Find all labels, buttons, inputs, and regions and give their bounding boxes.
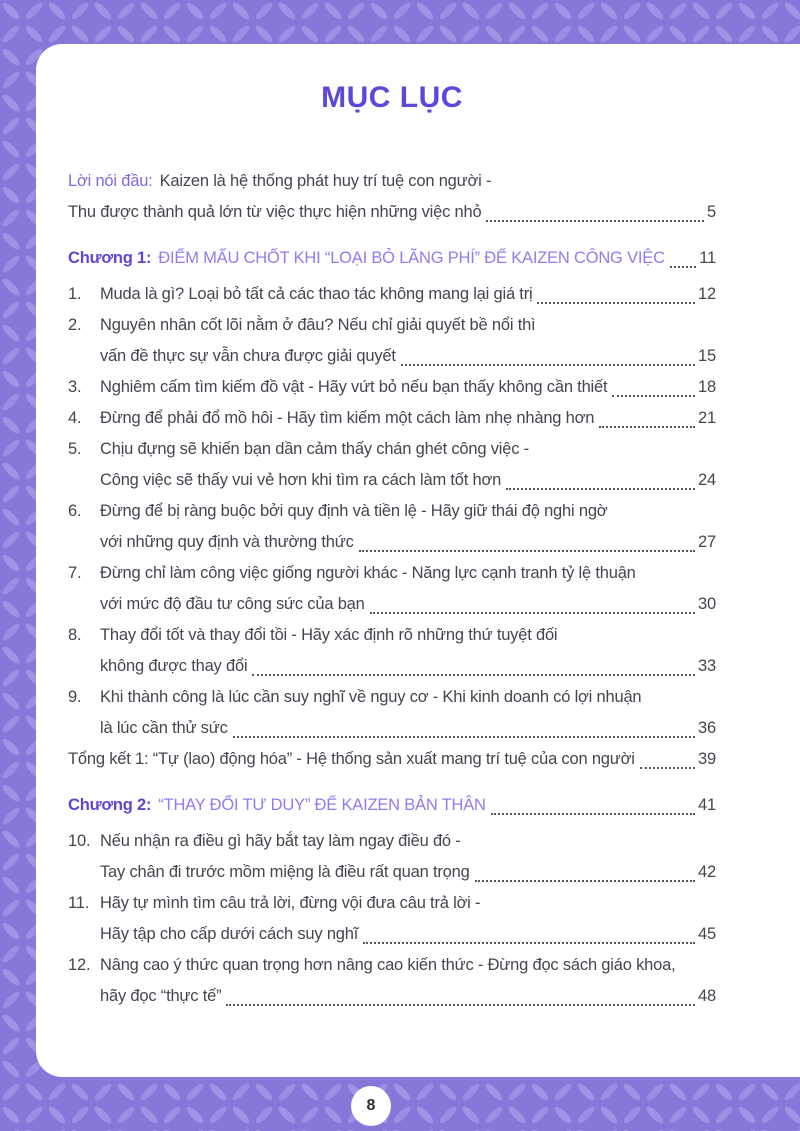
- entry-text: Hãy tập cho cấp dưới cách suy nghĩ: [100, 925, 359, 943]
- entry-text: Khi thành công là lúc cần suy nghĩ về nguy cơ - Khi kinh doanh có lợi nhuận: [100, 688, 642, 706]
- toc-entry-line: [68, 243, 716, 274]
- entry-page-number: 39: [698, 750, 716, 768]
- entry-text: với mức độ đầu tư công sức của bạn: [100, 595, 365, 613]
- entry-page-number: 45: [698, 925, 716, 943]
- toc-entry-line: [68, 558, 716, 589]
- entry-label: Lời nói đầu:: [68, 172, 153, 190]
- entry-number: 1.: [68, 285, 82, 303]
- entry-page-number: 30: [698, 595, 716, 613]
- entry-number: 12.: [68, 956, 91, 974]
- toc-entry-line: [68, 341, 716, 372]
- entry-number: 5.: [68, 440, 82, 458]
- toc-entry-line: [68, 496, 716, 527]
- entry-text: Đừng chỉ làm công việc giống người khác - Năng lực cạnh tranh tỷ lệ thuận: [100, 564, 636, 582]
- entry-text: vấn đề thực sự vẫn chưa được giải quyết: [100, 347, 396, 365]
- entry-page-number: 41: [698, 796, 716, 814]
- entry-text: Thay đổi tốt và thay đổi tồi - Hãy xác định rõ những thứ tuyệt đối: [100, 626, 558, 644]
- entry-text: là lúc cần thử sức: [100, 719, 228, 737]
- toc-entry-line: [68, 888, 716, 919]
- dot-leader: [491, 790, 695, 815]
- entry-text: với những quy định và thường thức: [100, 533, 354, 551]
- entry-text: Nghiêm cấm tìm kiếm đồ vật - Hãy vứt bỏ nếu bạn thấy không cần thiết: [100, 378, 608, 396]
- dot-leader: [401, 341, 695, 366]
- entry-text: Tay chân đi trước mồm miệng là điều rất quan trọng: [100, 863, 470, 881]
- entry-page-number: 18: [698, 378, 716, 396]
- dot-leader: [252, 651, 695, 676]
- toc-list: [68, 166, 716, 1012]
- entry-number: 9.: [68, 688, 82, 706]
- dot-leader: [506, 465, 695, 490]
- dot-leader: [670, 243, 696, 268]
- dot-leader: [475, 857, 695, 882]
- page-number-label: 8: [366, 1097, 376, 1114]
- entry-page-number: 15: [698, 347, 716, 365]
- toc-entry-line: [68, 826, 716, 857]
- entry-number: 4.: [68, 409, 82, 427]
- entry-label: Chương 2:: [68, 796, 152, 814]
- toc-entry-line: [68, 166, 716, 197]
- dot-leader: [363, 919, 695, 944]
- toc-entry-line: [68, 744, 716, 775]
- dot-leader: [370, 589, 695, 614]
- toc-entry-line: [68, 465, 716, 496]
- entry-text: Thu được thành quả lớn từ việc thực hiện những việc nhỏ: [68, 203, 482, 221]
- toc-entry-line: [68, 403, 716, 434]
- entry-page-number: 11: [699, 249, 716, 267]
- toc-entry-line: [68, 919, 716, 950]
- dot-leader: [612, 372, 695, 397]
- entry-text: hãy đọc “thực tế”: [100, 987, 222, 1005]
- entry-number: 8.: [68, 626, 82, 644]
- entry-page-number: 12: [698, 285, 716, 303]
- toc-entry-line: [68, 950, 716, 981]
- toc-entry-line: [68, 279, 716, 310]
- dot-leader: [359, 527, 695, 552]
- page-number-badge: [351, 1086, 391, 1126]
- entry-number: 7.: [68, 564, 82, 582]
- toc-entry-line: [68, 713, 716, 744]
- toc-entry-line: [68, 527, 716, 558]
- entry-page-number: 48: [698, 987, 716, 1005]
- entry-number: 6.: [68, 502, 82, 520]
- dot-leader: [599, 403, 695, 428]
- dot-leader: [486, 197, 704, 222]
- toc-entry-line: [68, 197, 716, 228]
- toc-entry-line: [68, 981, 716, 1012]
- entry-label: Chương 1:: [68, 249, 152, 267]
- entry-number: 3.: [68, 378, 82, 396]
- entry-text: Nguyên nhân cốt lõi nằm ở đâu? Nếu chỉ giải quyết bề nổi thì: [100, 316, 536, 334]
- toc-entry-line: [68, 790, 716, 821]
- toc-entry-line: [68, 310, 716, 341]
- entry-page-number: 5: [707, 203, 716, 221]
- entry-text: Hãy tự mình tìm câu trả lời, đừng vội đưa câu trả lời -: [100, 894, 481, 912]
- entry-number: 10.: [68, 832, 91, 850]
- toc-entry-line: [68, 434, 716, 465]
- entry-text: Kaizen là hệ thống phát huy trí tuệ con người -: [159, 172, 492, 190]
- entry-text: ĐIỂM MẤU CHỐT KHI “LOẠI BỎ LÃNG PHÍ” ĐỂ KAIZEN CÔNG VIỆC: [158, 249, 665, 267]
- toc-entry-line: [68, 372, 716, 403]
- entry-page-number: 27: [698, 533, 716, 551]
- toc-entry-line: [68, 589, 716, 620]
- toc-entry-line: [68, 651, 716, 682]
- entry-number: 2.: [68, 316, 82, 334]
- entry-page-number: 33: [698, 657, 716, 675]
- dot-leader: [640, 744, 695, 769]
- entry-page-number: 36: [698, 719, 716, 737]
- entry-text: Công việc sẽ thấy vui vẻ hơn khi tìm ra cách làm tốt hơn: [100, 471, 502, 489]
- dot-leader: [233, 713, 695, 738]
- entry-text: Muda là gì? Loại bỏ tất cả các thao tác không mang lại giá trị: [100, 285, 533, 303]
- entry-page-number: 24: [698, 471, 716, 489]
- page-title: MỤC LỤC: [321, 81, 463, 114]
- entry-page-number: 21: [698, 409, 716, 427]
- toc-entry-line: [68, 857, 716, 888]
- entry-text: Nâng cao ý thức quan trọng hơn nâng cao kiến thức - Đừng đọc sách giáo khoa,: [100, 956, 676, 974]
- dot-leader: [537, 279, 695, 304]
- content-panel: [36, 44, 800, 1077]
- toc-entry-line: [68, 682, 716, 713]
- toc-entry-line: [68, 620, 716, 651]
- entry-number: 11.: [68, 894, 90, 912]
- entry-text: Tổng kết 1: “Tự (lao) động hóa” - Hệ thống sản xuất mang trí tuệ của con người: [68, 750, 635, 768]
- entry-text: Đừng để bị ràng buộc bởi quy định và tiền lệ - Hãy giữ thái độ nghi ngờ: [100, 502, 608, 520]
- entry-text: không được thay đổi: [100, 657, 248, 675]
- entry-page-number: 42: [698, 863, 716, 881]
- dot-leader: [226, 981, 695, 1006]
- entry-text: “THAY ĐỔI TƯ DUY” ĐỂ KAIZEN BẢN THÂN: [158, 796, 486, 814]
- entry-text: Đừng để phải đổ mồ hôi - Hãy tìm kiếm một cách làm nhẹ nhàng hơn: [100, 409, 595, 427]
- entry-text: Chịu đựng sẽ khiến bạn dần cảm thấy chán ghét công việc -: [100, 440, 529, 458]
- entry-text: Nếu nhận ra điều gì hãy bắt tay làm ngay điều đó -: [100, 832, 461, 850]
